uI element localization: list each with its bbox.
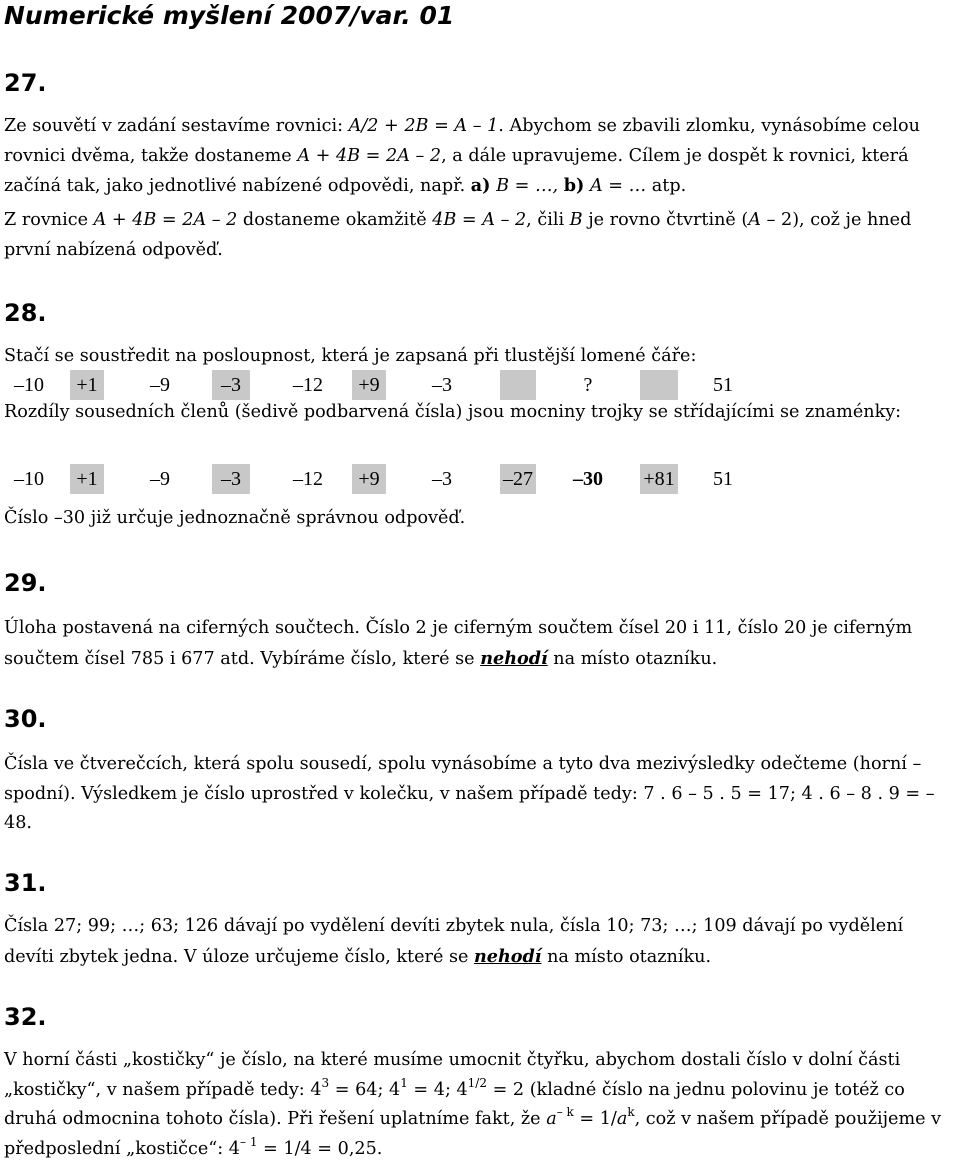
q32-text-c: = 4; 4: [407, 1079, 468, 1100]
q32-paragraph: [4, 1046, 956, 1164]
q28-seq2-term-11: 51: [713, 468, 733, 490]
q31-text-b: na místo otazníku.: [541, 946, 712, 967]
q27-option-b-label: b): [563, 175, 585, 196]
q28-seq2-term-9: –30: [573, 468, 603, 490]
q32-text-a: V horní části „kostičky“ je číslo, na které musíme umocnit čtyřku, abychom dostali číslo v dolní části „kostičky“, v našem případě tedy: 4: [4, 1050, 901, 1100]
q32-variable-a-2: a: [616, 1109, 628, 1129]
q27-p2-equation-2: 4B = A – 2: [432, 210, 527, 230]
q27-p2-equation-1: A + 4B = 2A – 2: [93, 210, 238, 230]
q28-sequence-1: [0, 370, 960, 400]
q27-p1-equation-1: A/2 + 2B = A – 1: [348, 116, 499, 136]
q32-exponent-4: – k: [556, 1105, 574, 1119]
q27-p1-text-a: Ze souvětí v zadání sestavíme rovnici:: [4, 116, 349, 136]
q32-text-b: = 64; 4: [329, 1079, 401, 1100]
q30-paragraph: Čísla ve čtverečcích, která spolu sousedí, spolu vynásobíme a tyto dva mezivýsledky odečteme (horní – spodní). Výsledkem je číslo uprostřed v kolečku, v našem případě tedy: 7 . 6 – 5 . 5 = 17; 4 . 6 – 8 . 9 = – 48.: [4, 754, 935, 833]
q27-option-b: A = …: [584, 176, 647, 196]
q28-seq2-term-4: –3: [212, 464, 250, 494]
page-title: Numerické myšlení 2007/var. 01: [4, 1, 455, 30]
q28-explanation: Rozdíly sousedních členů (šedivě podbarvená čísla) jsou mocniny trojky se střídajícími se znaménky:: [4, 402, 902, 422]
q28-seq1-term-8: [500, 370, 536, 400]
q29-text-a: Úloha postavená na ciferných součtech. Číslo 2 je ciferným součtem čísel 20 i 11, číslo 20 je ciferným součtem čísel 785 i 677 atd. Vybíráme číslo, které se: [4, 618, 913, 669]
q31-text-a: Čísla 27; 99; …; 63; 126 dávají po vydělení devíti zbytek nula, čísla 10; 73; …; 109 dávají po vydělení devíti zbytek jedna. V úloze určujeme číslo, které se: [4, 916, 904, 967]
q28-seq2-term-3: –9: [150, 468, 170, 490]
q27-p2-text-c: , čili: [526, 210, 570, 230]
q28-seq2-term-1: –10: [14, 468, 44, 490]
question-27-number: 27.: [4, 69, 47, 97]
q27-p1-text-d: atp.: [646, 176, 687, 196]
q28-seq1-term-4: –3: [212, 370, 250, 400]
q32-text-h: = 1/4 = 0,25.: [257, 1138, 383, 1159]
q27-p2-text-d: je rovno čtvrtině (: [582, 210, 749, 230]
q28-seq1-term-3: –9: [150, 374, 170, 396]
q32-exponent-2: 1: [400, 1075, 408, 1090]
q27-p2-text-e: – 2), což je hned první nabízená odpověď.: [4, 210, 912, 260]
q32-text-d: = 2 (kladné číslo na jednu polovinu je totéž co druhá odmocnina tohoto čísla). Při řešení uplatníme fakt, že: [4, 1079, 905, 1129]
q28-conclusion: Číslo –30 již určuje jednoznačně správnou odpověď.: [4, 508, 466, 528]
q27-p2-text-b: dostaneme okamžitě: [237, 210, 433, 230]
question-31-number: 31.: [4, 869, 47, 897]
q28-seq2-term-5: –12: [293, 468, 323, 490]
q28-seq2-term-2: +1: [70, 464, 104, 494]
q32-variable-a: a: [546, 1109, 557, 1129]
q27-p1-text-b: . Abychom se zbavili zlomku, vynásobíme celou rovnici dvěma, takže dostaneme: [4, 116, 920, 166]
q28-seq2-term-8: –27: [500, 464, 536, 494]
q27-paragraph-2: [4, 206, 956, 265]
q27-option-a-label: a): [470, 175, 491, 196]
q31-emphasis: nehodí: [473, 945, 542, 967]
q32-exponent-3: 1/2: [467, 1075, 487, 1090]
q29-text-b: na místo otazníku.: [547, 648, 718, 669]
q28-seq1-term-9: ?: [583, 374, 593, 396]
q28-seq2-term-6: +9: [352, 464, 386, 494]
q32-exponent-5: k: [627, 1105, 635, 1119]
q28-seq1-term-5: –12: [293, 374, 323, 396]
q31-paragraph: [4, 912, 956, 972]
q28-intro: Stačí se soustředit na posloupnost, která je zapsaná při tlustější lomené čáře:: [4, 346, 697, 366]
q27-p2-text-a: Z rovnice: [4, 210, 94, 230]
q27-option-a: B = …,: [490, 176, 564, 196]
question-32-number: 32.: [4, 1003, 47, 1031]
q32-text-f: = 1/: [573, 1109, 617, 1129]
q28-seq1-term-7: –3: [432, 374, 452, 396]
q32-text-g: , což v našem případě použijeme v předposlední „kostičce“: 4: [4, 1109, 942, 1159]
q27-p1-text-c: , a dále upravujeme. Cílem je dospět k rovnici, která začíná tak, jako jednotlivé nabízené odpovědi, např.: [4, 145, 909, 196]
question-29-number: 29.: [4, 569, 47, 597]
q28-seq1-term-6: +9: [352, 370, 386, 400]
q28-seq1-term-2: +1: [70, 370, 104, 400]
q28-seq2-term-7: –3: [432, 468, 452, 490]
q28-seq1-term-11: 51: [713, 374, 733, 396]
q28-sequence-2: [0, 464, 960, 494]
q27-variable-a: A: [748, 210, 762, 230]
q27-variable-b: B: [569, 210, 583, 230]
question-30-number: 30.: [4, 705, 47, 733]
question-28-number: 28.: [4, 299, 47, 327]
q29-emphasis: nehodí: [480, 647, 548, 669]
q28-seq1-term-10: [640, 370, 678, 400]
q29-paragraph: [4, 614, 956, 674]
q32-exponent-6: – 1: [240, 1134, 258, 1149]
q32-exponent-1: 3: [321, 1075, 330, 1090]
q27-paragraph-1: [4, 112, 956, 202]
q28-seq2-term-10: +81: [640, 464, 678, 494]
q28-seq1-term-1: –10: [14, 374, 44, 396]
q27-p1-equation-2: A + 4B = 2A – 2: [297, 145, 442, 166]
